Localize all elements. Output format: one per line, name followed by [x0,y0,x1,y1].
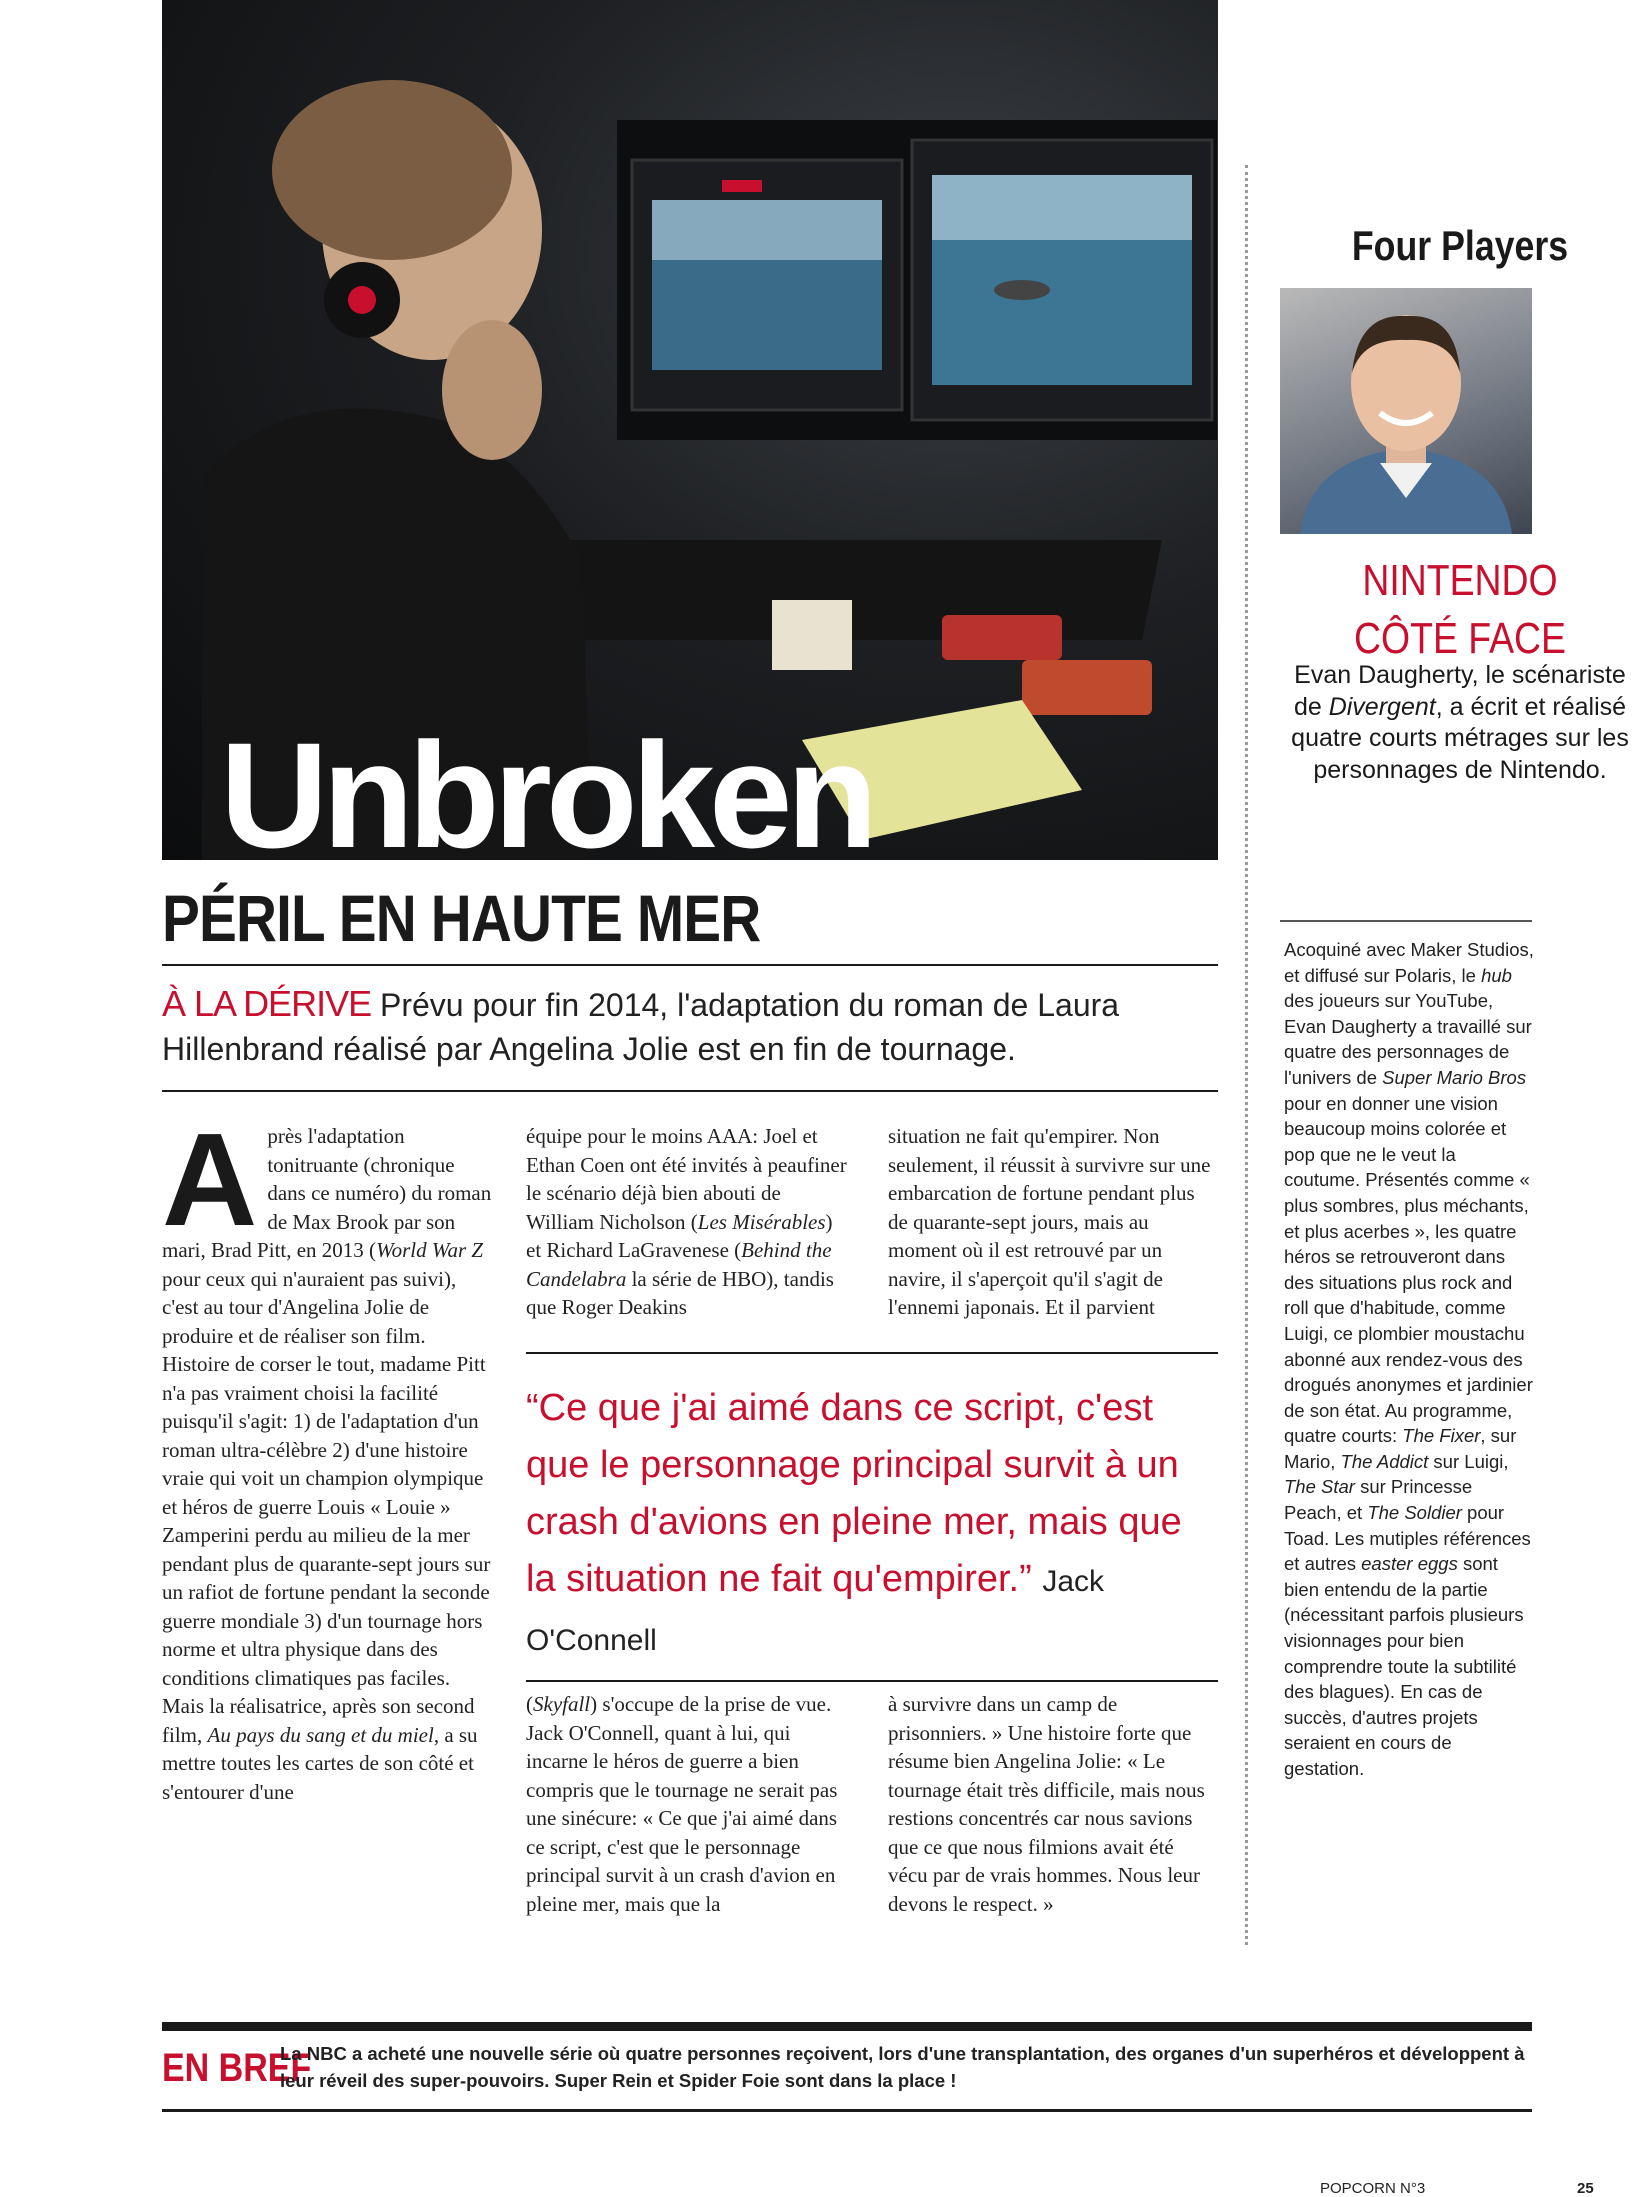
body-text: ) et Richard LaGravenese ( [526,1209,833,1262]
body-text: situation ne fait qu'empirer. Non seulement, il réussit à survivre sur une embarcation de fortune pendant plus de quarante-sept jours, mais au moment où il est retrouvé par un navire, il s'aperçoit qu'il s'agit de l'ennemi japonais. Et il parvient [888,1124,1211,1319]
body-text: , a su mettre toutes les cartes de son côté et s'entourer d'une [162,1722,478,1804]
body-text: ( [526,1692,533,1716]
article-column-3-continued [888,1690,1218,1918]
sidebar-heading [1307,552,1613,668]
body-em: hub [1481,964,1512,986]
body-text: sur Luigi, [1428,1450,1509,1472]
article-title: Unbroken [220,711,873,879]
body-em: Les Misérables [697,1209,826,1234]
en-bref-text: La NBC a acheté une nouvelle série où quatre personnes reçoivent, lors d'une transplantation, des organes d'un superhéros et développent à leur réveil des super-pouvoirs. Super Rein et Spider Foie sont dans la place ! [280,2043,1525,2091]
body-text: Evan Daugherty, le scénariste de [1293,661,1626,721]
divider [526,1352,1218,1354]
body-em: Behind the Candelabra [526,1238,832,1291]
body-em: The Fixer [1402,1425,1481,1447]
sidebar-intro [1290,660,1630,786]
body-text: pour Toad. Les mutiples références et autres [1284,1502,1531,1575]
lead-tag: À LA DÉRIVE [162,983,372,1024]
sidebar-title: Four Players [1351,222,1569,269]
divider [162,1090,1218,1092]
portrait-illustration [1280,288,1532,534]
body-text: pour ceux qui n'auraient pas suivi), c'est au tour d'Angelina Jolie de produire et de réaliser son film. Histoire de corser le tout, madame Pitt n'a pas vraiment choisi la facilité puisqu'il s'agit: 1) de l'adaptation d'un roman ultra-célèbre 2) d'une histoire vraie qui voit un champion olympique et héros de guerre Louis « Louie » Zamperini perdu au milieu de la mer pendant plus de quarante-sept jours sur un rafiot de fortune pendant la seconde guerre mondiale 3) d'un tournage hors norme et ultra physique dans des conditions climatiques pas faciles. Mais la réalisatrice, après son second film, [162,1266,491,1747]
body-em: Super Mario Bros [1382,1066,1527,1088]
article-lead [162,982,1218,1071]
sidebar-divider [1245,165,1248,1945]
body-em: The Soldier [1367,1502,1462,1524]
divider [162,964,1218,966]
sidebar-heading-line: NINTENDO [1362,556,1558,605]
body-text: près l'adaptation tonitruante (chronique dans ce numéro) du roman de Max Brook par son mari, Brad Pitt, en 2013 ( [162,1124,492,1262]
body-em: Divergent [1328,692,1436,721]
body-em: Skyfall [533,1692,591,1716]
pull-quote [526,1380,1206,1669]
en-bref-bottom-rule [162,2109,1532,2112]
body-text: équipe pour le moins AAA: Joel et Ethan Coen ont été invités à peaufiner le scénario déjà bien abouti de William Nicholson ( [526,1124,847,1234]
body-em: easter eggs [1361,1553,1458,1575]
body-text: ) s'occupe de la prise de vue. Jack O'Connell, quant à lui, qui incarne le héros de guerre a bien compris que le tournage ne serait pas une sinécure: « Ce que j'ai aimé dans ce script, c'est que le personnage principal survit à un crash d'avion en pleine mer, mais que la [526,1692,838,1916]
sidebar-body [1284,937,1534,1782]
body-text: sont bien entendu de la partie (nécessitant parfois plusieurs visionnages pour bien comprendre toute la subtilité des blagues). En cas de succès, d'autres projets seraient en cours de gestation. [1284,1553,1524,1779]
body-text: pour en donner une vision beaucoup moins colorée et pop que ne le veut la coutume. Présentés comme « plus sombres, plus méchants, et plus acerbes », les quatre héros se retrouveront dans des situations plus rock and roll que d'habitude, comme Luigi, ce plombier moustachu abonné aux rendez-vous des drogués anonymes et jardinier de son état. Au programme, quatre courts: [1284,1092,1533,1447]
body-text: Acoquiné avec Maker Studios, et diffusé sur Polaris, le [1284,939,1534,986]
article-column-2 [526,1122,848,1322]
body-em: The Star [1284,1476,1355,1498]
portrait-photo [1280,288,1532,534]
article-subtitle: PÉRIL EN HAUTE MER [162,881,761,955]
body-em: The Addict [1340,1450,1429,1472]
body-em: World War Z [376,1238,484,1262]
article-column-1 [162,1106,492,1806]
body-em: Au pays du sang et du miel [207,1722,434,1747]
divider [1280,920,1532,922]
en-bref-top-rule [162,2022,1532,2031]
page-number: 25 [1577,2180,1594,2197]
body-text: à survivre dans un camp de prisonniers. » Une histoire forte que résume bien Angelina Jolie: « Le tournage était très difficile, mais nous restions concentrés car nous savions que ce que nous filmions avait été vécu par de vrais hommes. Nous leur devons le respect. » [888,1692,1205,1916]
quote-text: “Ce que j'ai aimé dans ce script, c'est que le personnage principal survit à un crash d'avions en pleine mer, mais que la situation ne fait qu'empirer.” [526,1387,1182,1600]
lead-text: Prévu pour fin 2014, l'adaptation du roman de Laura Hillenbrand réalisé par Angelina Jolie est en fin de tournage. [162,987,1120,1067]
article-column-3 [888,1122,1218,1322]
body-text: , sur Mario, [1284,1425,1517,1472]
divider [526,1680,1218,1682]
body-text: des joueurs sur YouTube, Evan Daugherty a travaillé sur quatre des personnages de l'univers de [1284,990,1532,1088]
en-bref-label: EN BREF [162,2046,312,2090]
body-text: , a écrit et réalisé quatre courts métrages sur les personnages de Nintendo. [1291,692,1629,784]
drop-cap: A [162,1106,258,1253]
quote-author: Jack O'Connell [526,1565,1104,1657]
footer-magazine: POPCORN N°3 [1320,2180,1426,2197]
body-text: sur Princesse Peach, et [1284,1476,1473,1524]
body-text: la série de HBO), tandis que Roger Deakins [526,1266,834,1319]
sidebar-heading-line: CÔTÉ FACE [1354,614,1566,663]
article-column-2-continued [526,1690,848,1918]
